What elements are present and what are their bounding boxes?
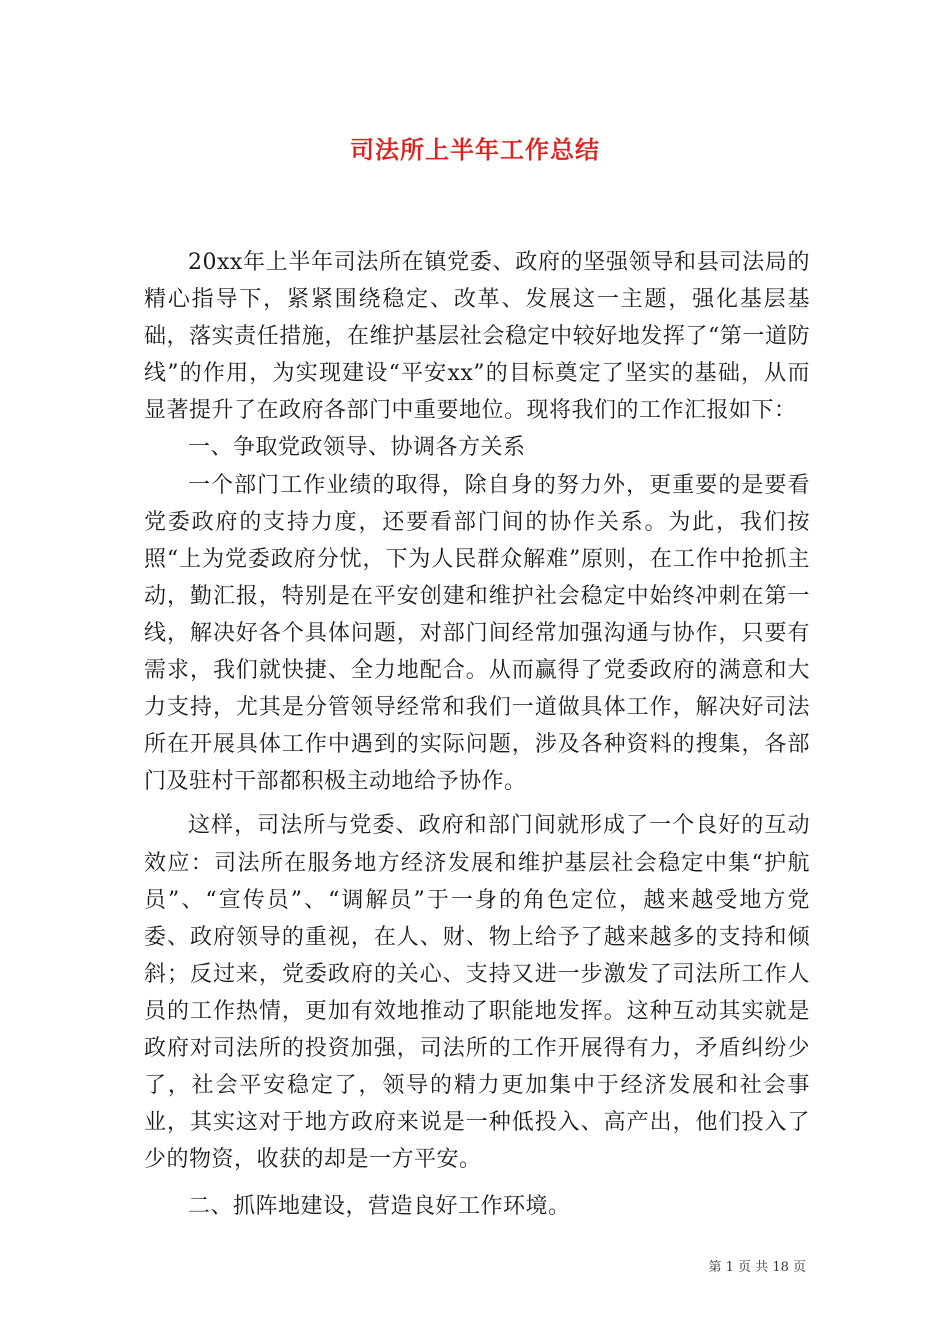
body-paragraph: 一个部门工作业绩的取得，除自身的努力外，更重要的是要看党委政府的支持力度，还要看部门间的协作关系。为此，我们按照“上为党委政府分忧，下为人民群众解难”原则，在工作中抢抓主动，勤汇报，特别是在平安创建和维护社会稳定中始终冲刺在第一线，解决好各个具体问题，对部门间经常加强沟通与协作，只要有需求，我们就快捷、全力地配合。从而赢得了党委政府的满意和大力支持，尤其是分管领导经常和我们一道做具体工作，解决好司法所在开展具体工作中遇到的实际问题，涉及各种资料的搜集，各部门及驻村干部都积极主动地给予协作。 xyxy=(144,472,810,795)
section-heading-1: 一、争取党政领导、协调各方关系 xyxy=(188,435,526,461)
page-number: 第 1 页 共 18 页 xyxy=(708,1260,806,1275)
document-title: 司法所上半年工作总结 xyxy=(350,136,600,164)
intro-paragraph: 20xx年上半年司法所在镇党委、政府的坚强领导和县司法局的精心指导下，紧紧围绕稳定、改革、发展这一主题，强化基层基础，落实责任措施，在维护基层社会稳定中较好地发挥了“第一道防线”的作用，为实现建设“平安xx”的目标奠定了坚实的基础，从而显著提升了在政府各部门中重要地位。现将我们的工作汇报如下： xyxy=(144,250,810,424)
document-body xyxy=(144,244,810,1225)
section-heading-2: 二、抓阵地建设，营造良好工作环境。 xyxy=(188,1194,571,1220)
body-paragraph: 这样，司法所与党委、政府和部门间就形成了一个良好的互动效应：司法所在服务地方经济发展和维护基层社会稳定中集“护航员”、“宣传员”、“调解员”于一身的角色定位，越来越受地方党委、政府领导的重视，在人、财、物上给予了越来越多的支持和倾斜；反过来，党委政府的关心、支持又进一步激发了司法所工作人员的工作热情，更加有效地推动了职能地发挥。这种互动其实就是政府对司法所的投资加强，司法所的工作开展得有力，矛盾纠纷少了，社会平安稳定了，领导的精力更加集中于经济发展和社会事业，其实这对于地方政府来说是一种低投入、高产出，他们投入了少的物资，收获的却是一方平安。 xyxy=(144,813,810,1173)
